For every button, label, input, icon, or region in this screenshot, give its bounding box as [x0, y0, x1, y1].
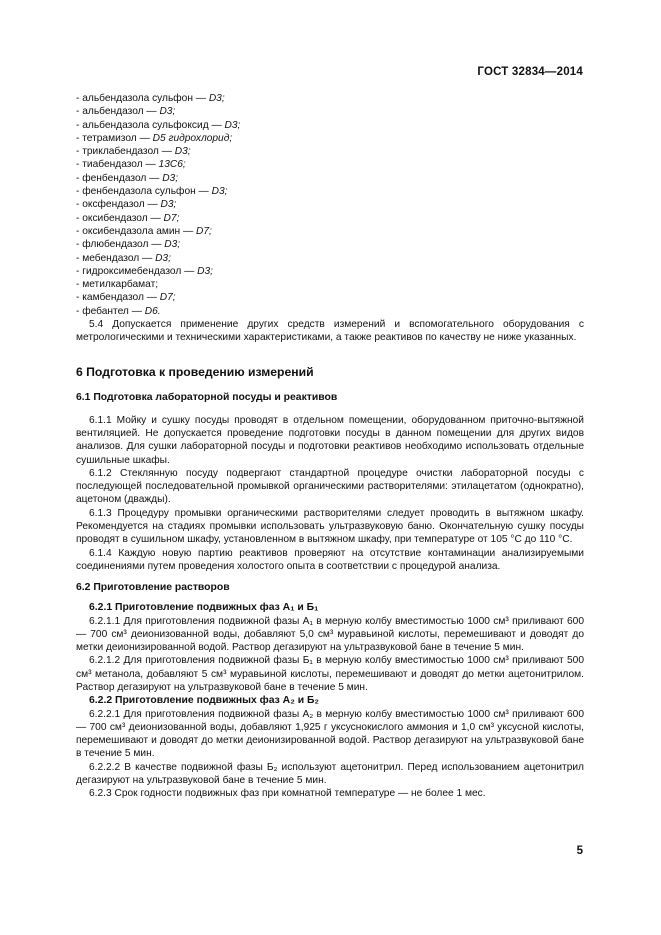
list-item-name: - оксфендазол —	[76, 199, 161, 211]
list-item	[76, 105, 584, 118]
paragraph-6-2-1-1: 6.2.1.1 Для приготовления подвижной фазы А₁ в мерную колбу вместимостью 1000 см³ приливают 600 — 700 см³ деионизованной воды, добавляют 5,0 см³ муравьиной кислоты, перемешивают и доводят до метки деионизированной водой. Раствор дегазируют на ультразвуковой бане в течение 5 мин.	[76, 615, 584, 654]
list-item-standard: D7;	[196, 225, 212, 237]
list-item-standard: D3;	[164, 239, 181, 251]
paragraph-6-1-2: 6.1.2 Стеклянную посуду подвергают стандартной процедуре очистки лабораторной посуды с последующей последовательной промывкой органическими растворителями: этилацетатом (однократно), ацетоном (дважды).	[76, 467, 584, 506]
list-item	[76, 305, 584, 318]
list-item-name: - альбендазол —	[76, 106, 160, 118]
list-item-standard: D3;	[174, 146, 191, 158]
list-item-name: - метилкарбамат;	[76, 279, 159, 291]
internal-standards-list	[76, 92, 584, 318]
section-6-2-2-title: 6.2.2 Приготовление подвижных фаз А₂ и Б₂	[89, 695, 320, 707]
list-item-name: - оксибендазол —	[76, 212, 164, 224]
section-6-1-title: 6.1 Подготовка лабораторной посуды и реактивов	[76, 391, 338, 403]
list-item-standard: D5 гидрохлорид;	[152, 132, 233, 144]
list-item-name: - флюбендазол —	[76, 239, 165, 251]
list-item	[76, 278, 584, 291]
paragraph-6-2-2-1: 6.2.2.1 Для приготовления подвижной фазы А₂ в мерную колбу вместимостью 1000 см³ приливают 600 — 700 см³ деионизованной воды, добавляют 1,925 г уксуснокислого аммония и 1,0 см³ уксусной кислоты, перемешивают и доводят до метки деионизированной водой. Раствор дегазируют на ультразвуковой бане в течение 5 мин.	[76, 708, 584, 760]
list-item-name: - камбендазол —	[76, 292, 160, 304]
list-item-name: - альбендазола сульфон —	[76, 93, 209, 104]
list-item-name: - мебендазол —	[76, 252, 156, 264]
list-item-standard: D3;	[197, 265, 213, 277]
list-item-standard: D7;	[159, 292, 176, 304]
paragraph-6-1-3: 6.1.3 Процедуру промывки органическими растворителями следует проводить в вытяжном шкафу. Рекомендуется на стадиях промывки использовать ультразвуковую баню. Окончательную сушку посуды проводят в сушильном шкафу, установленном в вытяжном шкафу, при температуре от 105 °C до 110 °C.	[76, 507, 584, 546]
paragraph-6-1-4: 6.1.4 Каждую новую партию реактивов проверяют на отсутствие контаминации анализируемыми соединениями путем проведения холостого опыта в соответствии с процедурой анализа.	[76, 547, 584, 572]
list-item-name: - фебантел —	[76, 305, 145, 317]
list-item-name: - триклабендазол —	[76, 146, 175, 158]
list-item-name: - гидроксимебендазол —	[76, 265, 198, 277]
list-item	[76, 238, 584, 251]
list-item-standard: D3;	[162, 172, 179, 184]
list-item	[76, 132, 584, 145]
list-item-name: - тетрамизол —	[76, 132, 153, 144]
list-item-standard: D3;	[160, 199, 177, 211]
list-item	[76, 158, 584, 171]
list-item-name: - альбендазола сульфоксид —	[76, 119, 225, 131]
list-item	[76, 225, 584, 238]
list-item	[76, 145, 584, 158]
list-item-name: - фенбендазола сульфон —	[76, 186, 212, 198]
standard-header: ГОСТ 32834—2014	[477, 66, 583, 78]
section-6-2-1-title: 6.2.1 Приготовление подвижных фаз А₁ и Б₁	[89, 602, 319, 614]
paragraph-6-2-2-2: 6.2.2.2 В качестве подвижной фазы Б₂ используют ацетонитрил. Перед использованием ацетонитрил дегазируют на ультразвуковой бане в течение 5 мин.	[76, 761, 584, 787]
page-number: 5	[576, 845, 583, 857]
list-item	[76, 185, 584, 198]
section-6-title: 6 Подготовка к проведению измерений	[76, 364, 314, 379]
list-item	[76, 198, 584, 211]
list-item	[76, 291, 584, 304]
list-item	[76, 252, 584, 265]
list-item-standard: D3;	[208, 93, 225, 104]
paragraph-6-2-3: 6.2.3 Срок годности подвижных фаз при комнатной температуре — не более 1 мес.	[89, 788, 486, 800]
list-item-standard: D6.	[144, 305, 161, 317]
list-item-name: - оксибендазола амин —	[76, 225, 197, 237]
paragraph-6-2-1-2: 6.2.1.2 Для приготовления подвижной фазы Б₁ в мерную колбу вместимостью 1000 см³ приливают 500 см³ метанола, добавляют 5 см³ муравьиной кислоты, перемешивают и доводят до метки ацетонитрилом. Раствор дегазируют на ультразвуковой бане в течение 5 мин.	[76, 655, 584, 693]
list-item	[76, 172, 584, 185]
list-item-standard: D7;	[163, 212, 180, 224]
paragraph-6-1-1: 6.1.1 Мойку и сушку посуды проводят в отдельном помещении, оборудованном приточно-вытяжной вентиляцией. Не допускается проведение подготовки посуды в данном помещении для других видов анализов. Для сушки лабораторной посуды и подготовки реактивов необходимо использовать отдельные сушильные шкафы.	[76, 414, 584, 466]
list-item	[76, 119, 584, 132]
list-item	[76, 92, 584, 105]
paragraph-5-4: 5.4 Допускается применение других средств измерений и вспомогательного оборудования с метрологическими и техническими характеристиками, а также реактивов по качеству не ниже указанных.	[76, 319, 584, 344]
list-item-standard: D3;	[211, 186, 228, 198]
list-item-name: - фенбендазол —	[76, 172, 163, 184]
list-item	[76, 265, 584, 278]
list-item-standard: D3;	[155, 252, 171, 264]
list-item	[76, 212, 584, 225]
list-item-standard: 13C6;	[158, 159, 186, 171]
page-content	[76, 92, 584, 801]
list-item-standard: D3;	[224, 119, 241, 131]
section-6-2-title: 6.2 Приготовление растворов	[76, 582, 230, 594]
list-item-standard: D3;	[159, 106, 176, 118]
list-item-name: - тиабендазол —	[76, 159, 159, 171]
